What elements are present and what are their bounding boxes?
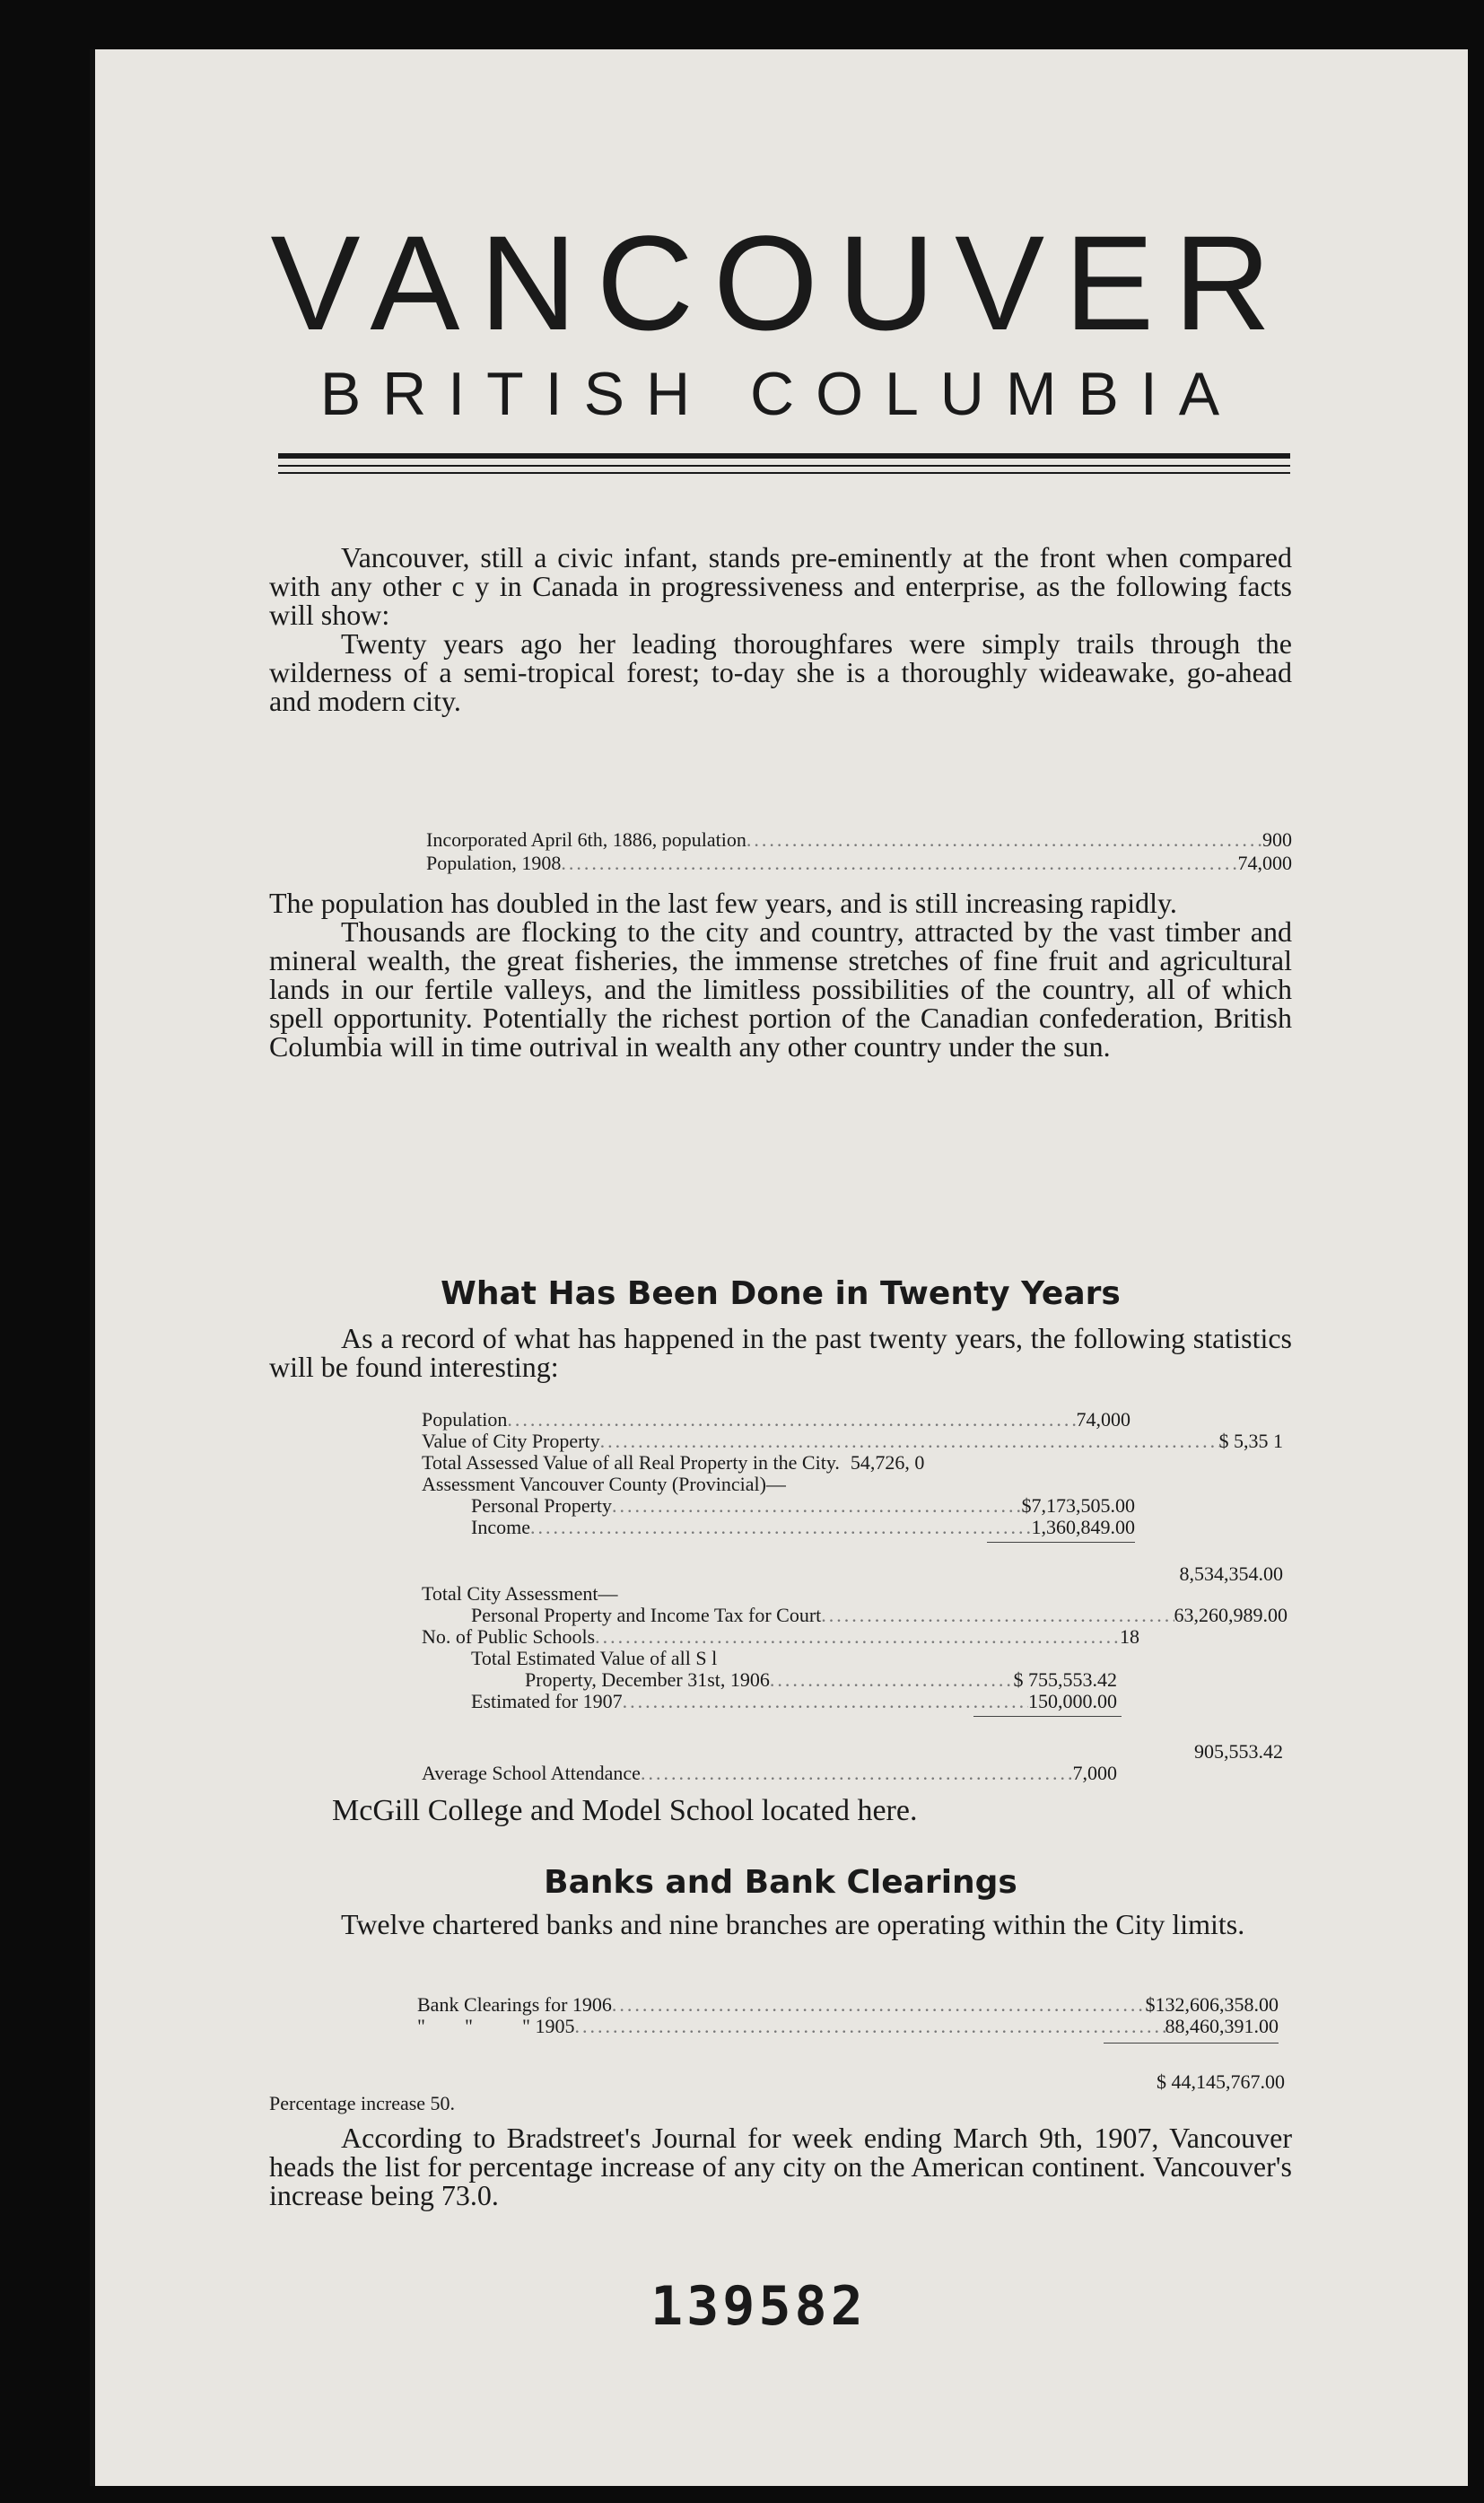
intro-text: [269, 543, 1292, 715]
stat-row-city-property: Value of City Property ..... $ 5,35 1: [422, 1431, 1283, 1452]
mcgill-line: McGill College and Model School located here.: [332, 1794, 918, 1827]
page-subtitle: BRITISH COLUMBIA: [319, 360, 1242, 428]
intro-paragraph-2: Twenty years ago her leading thoroughfares were simply trails through the wilderness of a semi-tropical forest; to-day she is a thoroughly wideawake, go-ahead and modern city.: [269, 627, 1292, 717]
clearings-total: $ 44,145,767.00: [1157, 2070, 1285, 2093]
clearings-row-1905: " " " 1905 ..... 88,460,391.00: [417, 2016, 1279, 2037]
section-heading-banks: Banks and Bank Clearings: [544, 1864, 1017, 1901]
body-paragraph-4: Thousands are flocking to the city and country, attracted by the vast timber and mineral wealth, the great fisheries, the immense stretches of fine fruit and agricultural lands in our fertile valleys, and the limitless possibilities of the country, all of which spell opportunity. Potentially the richest portion of the Canadian confederation, British Columbia will in time outrival in wealth any other country under the sun.: [269, 915, 1292, 1063]
stat-row-total-estimated: Total Estimated Value of all S l: [471, 1647, 718, 1669]
stat-row-assessed-value: Total Assessed Value of all Real Property in the City. 54,726, 0: [422, 1451, 925, 1474]
title-rule: [278, 453, 1290, 459]
page-title: VANCOUVER: [270, 207, 1291, 358]
section1-intro: As a record of what has happened in the past twenty years, the following statistics will be found interesting:: [269, 1322, 1292, 1383]
stamp-number: 139582: [650, 2275, 867, 2338]
stat-row-personal-income-tax: Personal Property and Income Tax for Court ..... 63,260,989.00: [471, 1605, 1288, 1626]
section-heading-twenty-years: What Has Been Done in Twenty Years: [441, 1275, 1121, 1312]
closing-text: According to Bradstreet's Journal for week ending March 9th, 1907, Vancouver heads the list for percentage increase of any city on the American continent. Vancouver's increase being 73.0.: [269, 2122, 1292, 2211]
title-rule: [278, 472, 1290, 474]
population-row-1: Incorporated April 6th, 1886, population ..... 900: [426, 829, 1292, 851]
subtotal-rule: [987, 1542, 1135, 1543]
subtotal-rule: [1104, 2043, 1279, 2044]
stat-row-personal-property: Personal Property ..... $7,173,505.00: [471, 1495, 1135, 1517]
section2-intro: Twelve chartered banks and nine branches are operating within the City limits.: [341, 1908, 1245, 1940]
body-paragraph-3: The population has doubled in the last few years, and is still increasing rapidly.: [269, 887, 1177, 919]
clearings-row-1906: Bank Clearings for 1906 ..... $132,606,358.00: [417, 1994, 1279, 2016]
stat-row-property-december: Property, December 31st, 1906 ..... $ 755,553.42: [525, 1669, 1117, 1691]
body-text: [269, 888, 1292, 1061]
percentage-increase: Percentage increase 50.: [269, 2092, 456, 2114]
stat-row-assessment-vancouver: Assessment Vancouver County (Provincial)—: [422, 1473, 786, 1495]
title-rule: [278, 465, 1290, 467]
stat-row-total-city-assessment: Total City Assessment—: [422, 1582, 618, 1605]
intro-paragraph-1: Vancouver, still a civic infant, stands pre-eminently at the front when compared with any other c y in Canada in progressiveness and enterprise, as the following facts will show:: [269, 541, 1292, 631]
stat-row-estimated-1907: Estimated for 1907 ..... 150,000.00: [471, 1691, 1117, 1712]
assessment-total: 8,534,354.00: [1179, 1562, 1283, 1585]
population-row-2: Population, 1908 ..... 74,000: [426, 853, 1292, 874]
schools-total: 905,553.42: [1194, 1740, 1283, 1763]
subtotal-rule: [973, 1716, 1122, 1717]
stat-row-attendance: Average School Attendance ..... 7,000: [422, 1763, 1117, 1784]
stat-row-population: Population ..... 74,000: [422, 1409, 1130, 1431]
stat-row-public-schools: No. of Public Schools ..... 18: [422, 1626, 1139, 1648]
stat-row-income: Income ..... 1,360,849.00: [471, 1517, 1135, 1538]
